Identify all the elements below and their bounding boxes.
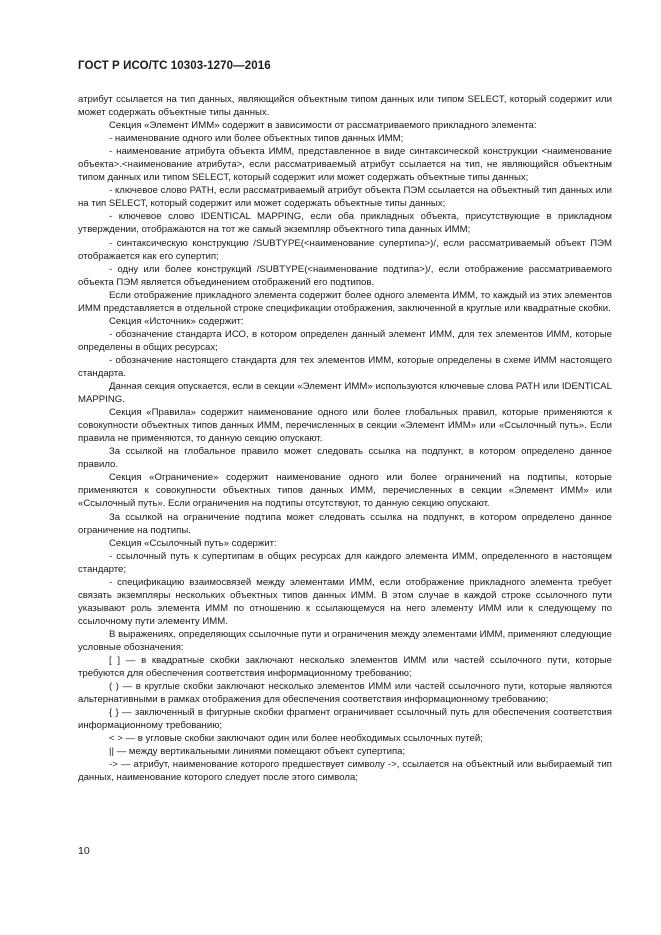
page-number: 10 [78, 845, 90, 857]
list-item: - наименование одного или более объектных типов данных ИММ; [109, 133, 404, 145]
list-item: - наименование атрибута объекта ИММ, представленное в виде синтаксической конструкции <наименование объекта>.<наименование атрибута>, если рассматриваемый атрибут ссылается на тип, не являющийся объектным типом данных или типом SELECT, который содержит или может содержать объектные типы данных; [78, 146, 612, 184]
list-item: - обозначение стандарта ИСО, в котором определен данный элемент ИММ, для тех элементов ИММ, которые определены в общих ресурсах; [78, 328, 612, 353]
list-item: - спецификацию взаимосвязей между элементами ИММ, если отображение прикладного элемента требует связать экземпляры нескольких объектных типов данных ИММ. В этом случае в каждой строке ссылочного пути указывают роль элемента ИММ по отношению к ссылающемуся на него элементу ИММ или к следующему по ссылочному пути элементу ИММ. [78, 576, 612, 627]
list-item: - обозначение настоящего стандарта для тех элементов ИММ, которые определены в схеме ИММ настоящего стандарта. [78, 354, 612, 379]
body-text [78, 93, 612, 784]
paragraph: Данная секция опускается, если в секции «Элемент ИММ» используются ключевые слова PATH или IDENTICAL MAPPING. [78, 381, 612, 406]
notation-item: ( ) — в круглые скобки заключают несколько элементов ИММ или частей ссылочного пути, которые являются альтернативными в рамках отображения для обеспечения соответствия информационному требованию; [78, 681, 612, 706]
notation-item: -> — атрибут, наименование которого предшествует символу ->, ссылается на объектный или выбираемый тип данных, наименование которого следует после этого символа; [78, 759, 612, 784]
page-header-title: ГОСТ Р ИСО/ТС 10303-1270—2016 [78, 60, 271, 72]
paragraph: Секция «Ограничение» содержит наименование одного или более ограничений на подтипы, которые применяются к совокупности объектных типов данных ИММ, перечисленных в секции «Элемент ИММ» или «Ссылочный путь». Если ограничения на подтипы отсутствуют, то данную секцию опускают. [78, 472, 612, 510]
paragraph: Секция «Ссылочный путь» содержит: [109, 537, 277, 549]
paragraph: За ссылкой на ограничение подтипа может следовать ссылка на подпункт, в котором определено данное ограничение на подтипы. [78, 511, 612, 536]
list-item: - ключевое слово IDENTICAL MAPPING, если оба прикладных объекта, присутствующие в прикладном утверждении, отображаются на тот же самый экземпляр объектного типа данных ИММ; [78, 211, 612, 236]
paragraph: Секция «Правила» содержит наименование одного или более глобальных правил, которые применяются к совокупности объектных типов данных ИММ, перечисленных в секции «Элемент ИММ» или «Ссылочный путь». Если правила не применяются, то данную секцию опускают. [78, 407, 612, 445]
notation-item: { } — заключенный в фигурные скобки фрагмент ограничивает ссылочный путь для обеспечения соответствия информационному требованию; [78, 707, 612, 732]
paragraph: атрибут ссылается на тип данных, являющийся объектным типом данных или типом SELECT, который содержит или может содержать объектные типы данных. [78, 94, 612, 119]
paragraph: В выражениях, определяющих ссылочные пути и ограничения между элементами ИММ, применяют следующие условные обозначения: [78, 628, 612, 653]
list-item: - ссылочный путь к супертипам в общих ресурсах для каждого элемента ИММ, определенного в настоящем стандарте; [78, 550, 612, 575]
paragraph: За ссылкой на глобальное правило может следовать ссылка на подпункт, в котором определено данное правило. [78, 446, 612, 471]
notation-item: || — между вертикальными линиями помещают объект супертипа; [109, 746, 406, 758]
paragraph: Секция «Источник» содержит: [109, 315, 244, 327]
list-item: - одну или более конструкций /SUBTYPE(<наименование подтипа>)/, если отображение рассматриваемого объекта ПЭМ является объединением отображений его подтипов. [78, 263, 612, 288]
notation-item: [ ] — в квадратные скобки заключают несколько элементов ИММ или частей ссылочного пути, которые требуются для обеспечения соответствия информационному требованию; [78, 655, 612, 680]
notation-item: < > — в угловые скобки заключают один или более необходимых ссылочных путей; [109, 733, 483, 745]
paragraph: Если отображение прикладного элемента содержит более одного элемента ИММ, то каждый из этих элементов ИММ представляется в отдельной строке спецификации отображения, заключенной в круглые или квадратные скобки. [78, 289, 612, 314]
list-item: - синтаксическую конструкцию /SUBTYPE(<наименование супертипа>)/, если рассматриваемый объект ПЭМ отображается как его супертип; [78, 237, 612, 262]
list-item: - ключевое слово PATH, если рассматриваемый атрибут объекта ПЭМ ссылается на объектный тип данных или на тип SELECT, который содержит или может содержать объектные типы данных; [78, 185, 612, 210]
paragraph: Секция «Элемент ИММ» содержит в зависимости от рассматриваемого прикладного элемента: [109, 120, 537, 132]
